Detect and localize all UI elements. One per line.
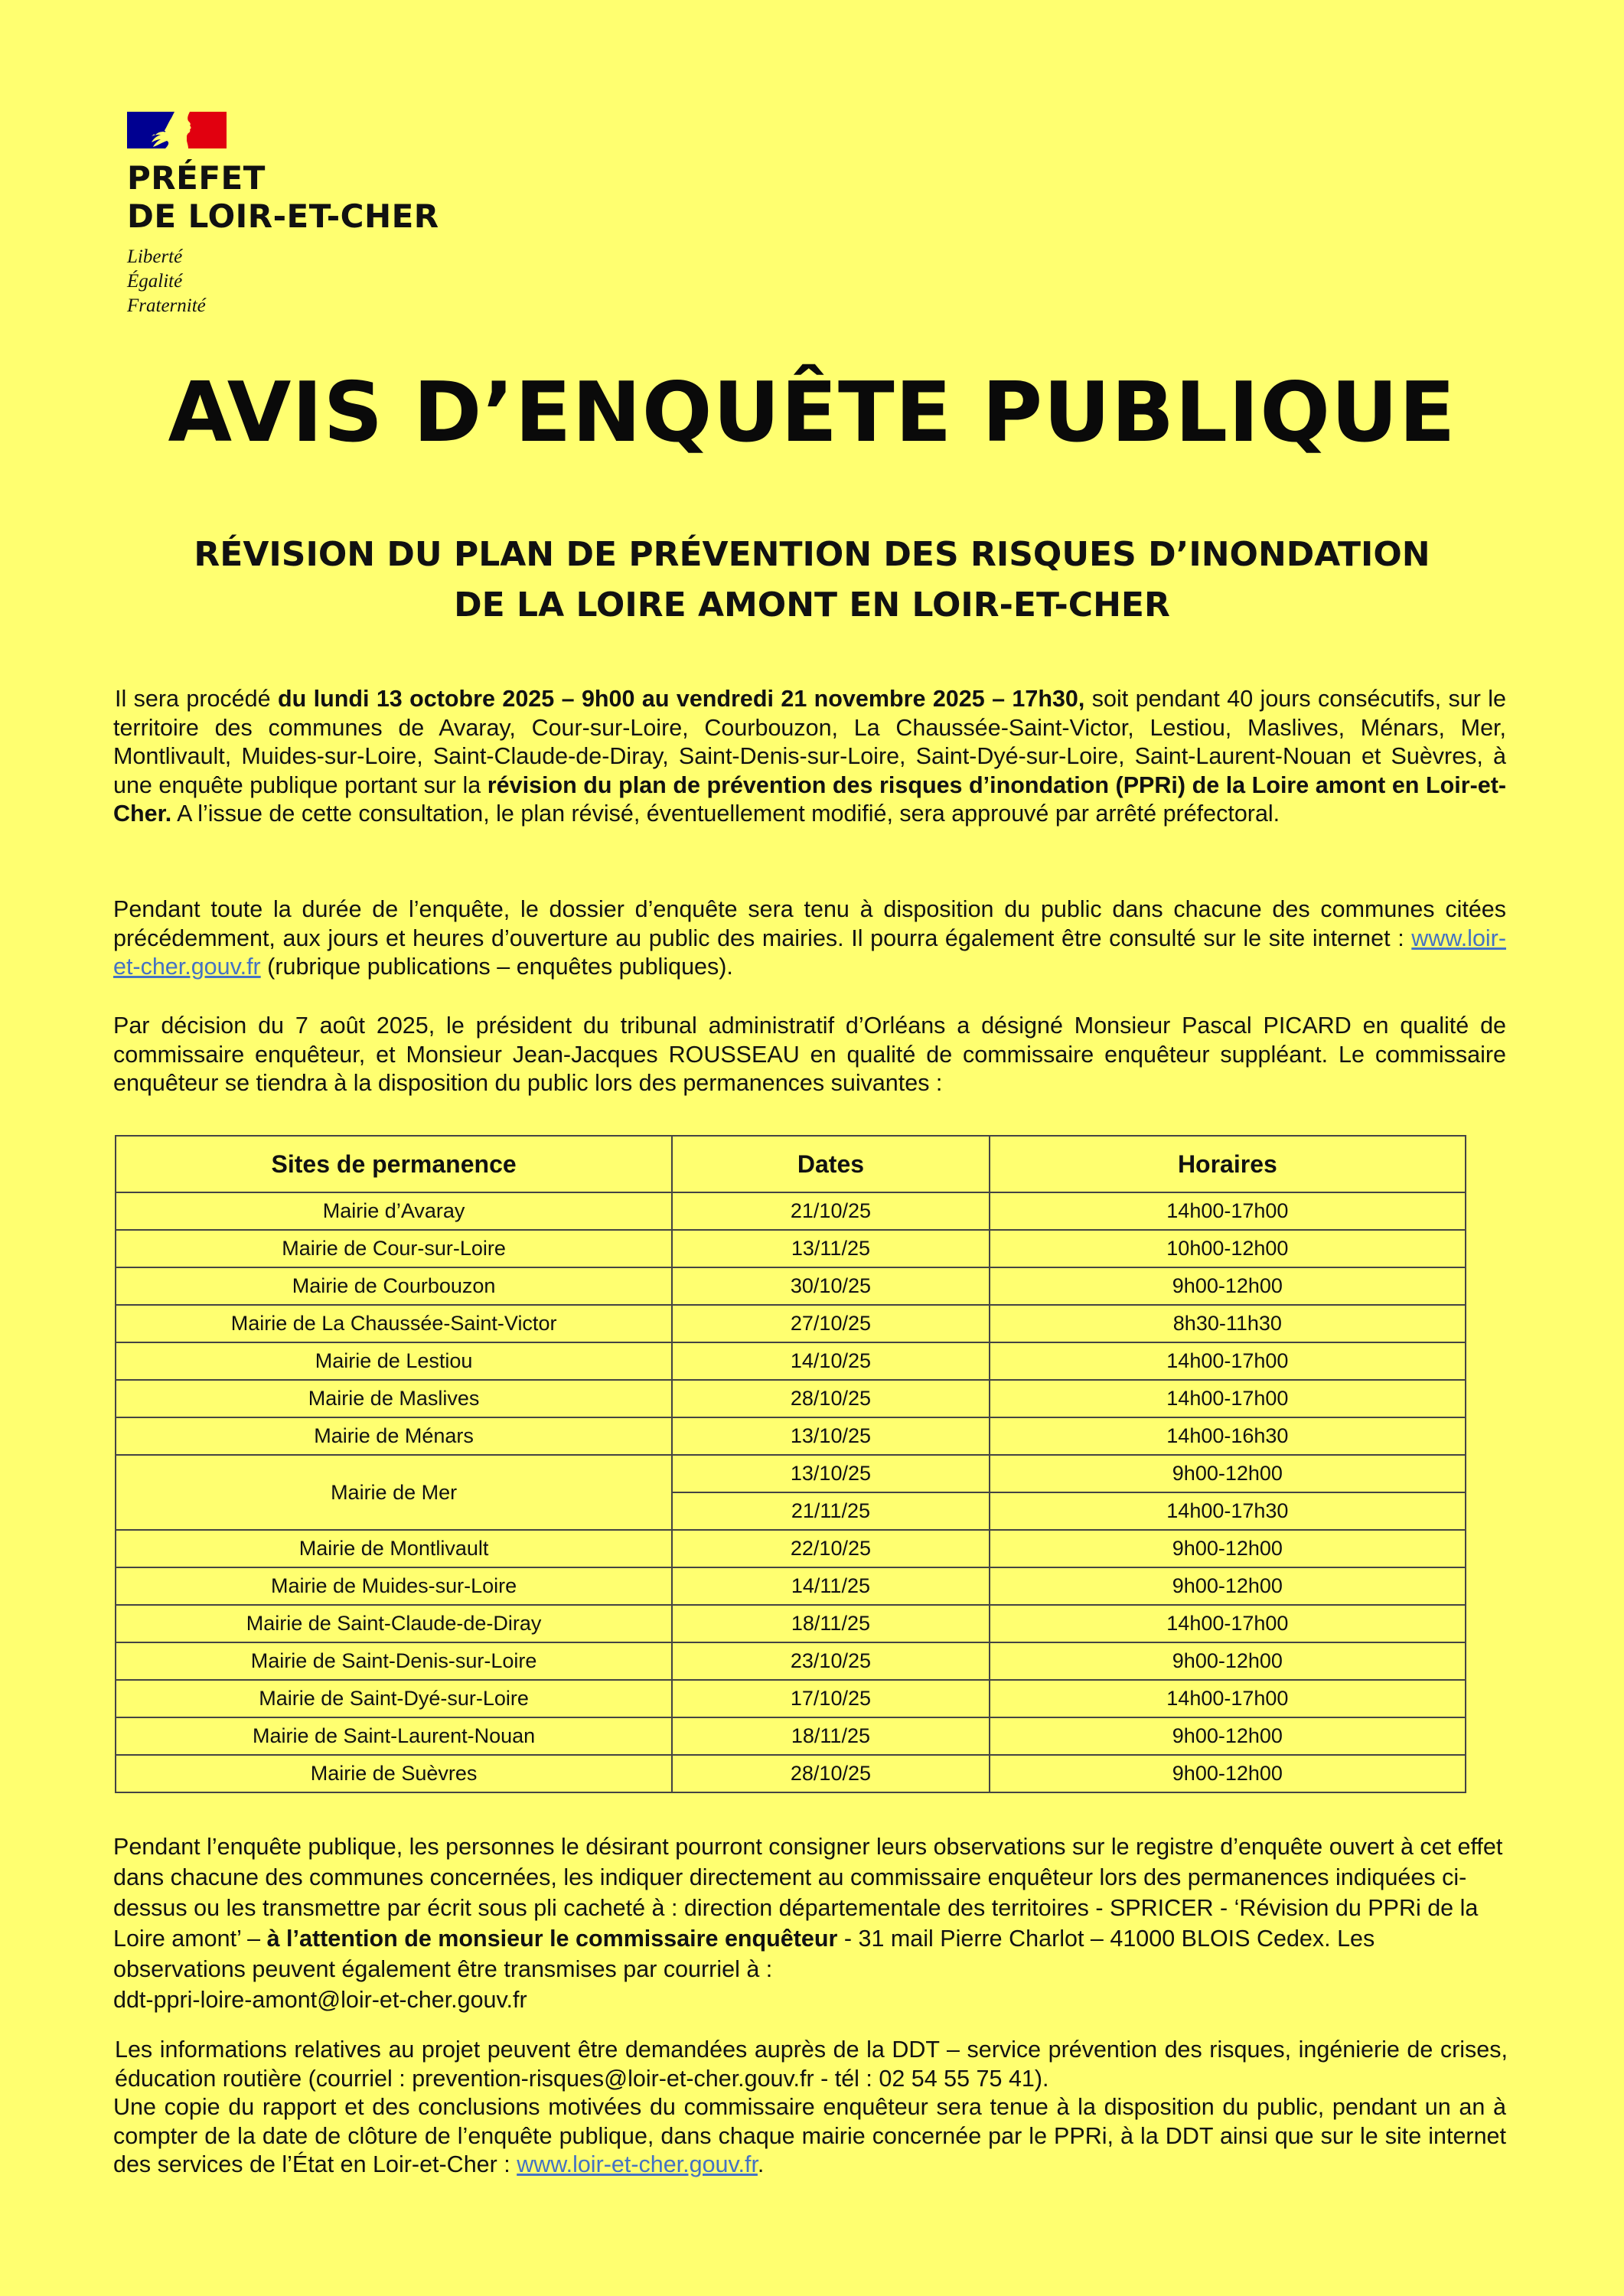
observations-email[interactable]: ddt-ppri-loire-amont@loir-et-cher.gouv.fr bbox=[113, 1987, 527, 2013]
date-cell: 22/10/25 bbox=[672, 1530, 990, 1567]
date-cell: 27/10/25 bbox=[672, 1305, 990, 1342]
hours-cell: 9h00-12h00 bbox=[990, 1530, 1466, 1567]
hours-cell: 14h00-17h00 bbox=[990, 1380, 1466, 1417]
hours-cell: 14h00-17h30 bbox=[990, 1492, 1466, 1530]
dossier-availability-paragraph: Pendant toute la durée de l’enquête, le dossier d’enquête sera tenu à disposition du public dans chacune des communes citées précédemment, aux jours et heures d’ouverture au public des mairies. Il pourra également être consulté sur le site internet : www.loir-et-cher.gouv.fr (rubrique publications – enquêtes publiques). bbox=[113, 896, 1506, 980]
hours-cell: 9h00-12h00 bbox=[990, 1267, 1466, 1305]
state-services-website-link[interactable]: www.loir-et-cher.gouv.fr bbox=[517, 2151, 758, 2177]
project-subject: révision du plan de prévention des risques d’inondation (PPRi) de la Loire amont en Loir-et-Cher. bbox=[113, 771, 1507, 827]
marianne-profile-icon bbox=[127, 112, 227, 148]
site-cell: Mairie de Saint-Dyé-sur-Loire bbox=[116, 1680, 672, 1717]
table-row bbox=[116, 1417, 1466, 1455]
prefecture-website-link[interactable]: www.loir-et-cher.gouv.fr bbox=[113, 925, 1506, 980]
hours-cell: 9h00-12h00 bbox=[990, 1717, 1466, 1755]
motto-egalite: Égalité bbox=[127, 271, 183, 292]
hours-cell: 14h00-16h30 bbox=[990, 1417, 1466, 1455]
inquiry-dates-paragraph: Il sera procédé du lundi 13 octobre 2025 – 9h00 au vendredi 21 novembre 2025 – 17h30, soit pendant 40 jours consécutifs, sur le territoire des communes de Avaray, Cour-sur-Loire, Courbouzon, La Chaussée-Saint-Victor, Lestiou, Maslives, Ménars, Mer, Montlivault, Muides-sur-Loire, Saint-Claude-de-Diray, Saint-Denis-sur-Loire, Saint-Dyé-sur-Loire, Saint-Laurent-Nouan et Suèvres, à une enquête publique portant sur la révision du plan de prévention des risques d’inondation (PPRi) de la Loire amont en Loir-et-Cher. A l’issue de cette consultation, le plan révisé, éventuellement modifié, sera approuvé par arrêté préfectoral. bbox=[113, 686, 1507, 827]
date-cell: 14/10/25 bbox=[672, 1342, 990, 1380]
date-cell: 13/10/25 bbox=[672, 1417, 990, 1455]
table-row bbox=[116, 1680, 1466, 1717]
date-cell: 21/11/25 bbox=[672, 1492, 990, 1530]
column-header-hours: Horaires bbox=[990, 1136, 1466, 1192]
table-header-row bbox=[116, 1136, 1466, 1192]
hours-cell: 10h00-12h00 bbox=[990, 1230, 1466, 1267]
inquiry-period: du lundi 13 octobre 2025 – 9h00 au vendredi 21 novembre 2025 – 17h30, bbox=[277, 686, 1085, 712]
site-cell: Mairie de Saint-Denis-sur-Loire bbox=[116, 1642, 672, 1680]
site-cell-merged: Mairie de Mer bbox=[116, 1455, 672, 1530]
date-cell: 30/10/25 bbox=[672, 1267, 990, 1305]
site-cell: Mairie de Maslives bbox=[116, 1380, 672, 1417]
table-row bbox=[116, 1342, 1466, 1380]
date-cell: 23/10/25 bbox=[672, 1642, 990, 1680]
date-cell: 18/11/25 bbox=[672, 1717, 990, 1755]
hours-cell: 9h00-12h00 bbox=[990, 1567, 1466, 1605]
date-cell: 18/11/25 bbox=[672, 1605, 990, 1642]
column-header-sites: Sites de permanence bbox=[116, 1136, 672, 1192]
table-row bbox=[116, 1605, 1466, 1642]
permanence-schedule-table bbox=[115, 1135, 1466, 1793]
date-cell: 14/11/25 bbox=[672, 1567, 990, 1605]
table-row bbox=[116, 1530, 1466, 1567]
hours-cell: 9h00-12h00 bbox=[990, 1642, 1466, 1680]
date-cell: 13/11/25 bbox=[672, 1230, 990, 1267]
site-cell: Mairie de Courbouzon bbox=[116, 1267, 672, 1305]
republic-motto bbox=[127, 245, 439, 318]
table-row bbox=[116, 1717, 1466, 1755]
commissioner-paragraph: Par décision du 7 août 2025, le président du tribunal administratif d’Orléans a désigné Monsieur Pascal PICARD en qualité de commissaire enquêteur, et Monsieur Jean-Jacques ROUSSEAU en qualité de commissaire enquêteur suppléant. Le commissaire enquêteur se tiendra à la disposition du public lors des permanences suivantes : bbox=[113, 1013, 1506, 1096]
table-row bbox=[116, 1192, 1466, 1230]
hours-cell: 8h30-11h30 bbox=[990, 1305, 1466, 1342]
hours-cell: 14h00-17h00 bbox=[990, 1605, 1466, 1642]
motto-liberte: Liberté bbox=[127, 246, 183, 267]
site-cell: Mairie de Lestiou bbox=[116, 1342, 672, 1380]
site-cell: Mairie d’Avaray bbox=[116, 1192, 672, 1230]
page-title: AVIS D’ENQUÊTE PUBLIQUE bbox=[168, 365, 1456, 461]
site-cell: Mairie de Montlivault bbox=[116, 1530, 672, 1567]
hours-cell: 14h00-17h00 bbox=[990, 1342, 1466, 1380]
site-cell: Mairie de Ménars bbox=[116, 1417, 672, 1455]
site-cell: Mairie de Saint-Laurent-Nouan bbox=[116, 1717, 672, 1755]
date-cell: 21/10/25 bbox=[672, 1192, 990, 1230]
table-row bbox=[116, 1267, 1466, 1305]
hours-cell: 14h00-17h00 bbox=[990, 1192, 1466, 1230]
commissioner-attention: à l’attention de monsieur le commissaire enquêteur bbox=[266, 1926, 838, 1952]
project-info-paragraph: Les informations relatives au projet peuvent être demandées auprès de la DDT – service prévention des risques, ingénierie de crises, éducation routière (courriel : prevention-risques@loir-et-cher.gouv.fr - tél : 02 54 55 75 41). bbox=[115, 2037, 1508, 2092]
table-row bbox=[116, 1642, 1466, 1680]
page-subtitle bbox=[0, 530, 1624, 631]
subtitle-line-1: RÉVISION DU PLAN DE PRÉVENTION DES RISQUES D’INONDATION bbox=[194, 535, 1430, 574]
prefet-line-2: DE LOIR-ET-CHER bbox=[127, 197, 439, 235]
date-cell: 28/10/25 bbox=[672, 1380, 990, 1417]
hours-cell: 9h00-12h00 bbox=[990, 1755, 1466, 1792]
observations-paragraph: Pendant l’enquête publique, les personnes le désirant pourront consigner leurs observations sur le registre d’enquête ouvert à cet effet dans chacune des communes concernées, les indiquer directement au commissaire enquêteur lors des permanences indiquées ci-dessus ou les transmettre par écrit sous pli cacheté à : direction départementale des territoires - SPRICER - ‘Révision du PPRi de la Loire amont’ – à l’attention de monsieur le commissaire enquêteur - 31 mail Pierre Charlot – 41000 BLOIS Cedex. Les observations peuvent également être transmises par courriel à : ddt-ppri-loire-amont@loir-et-cher.gouv.fr bbox=[113, 1834, 1503, 2013]
report-availability-paragraph: Une copie du rapport et des conclusions motivées du commissaire enquêteur sera tenue à la disposition du public, pendant un an à compter de la date de clôture de l’enquête publique, dans chaque mairie concernée par le PPRi, à la DDT ainsi que sur le site internet des services de l’État en Loir-et-Cher : www.loir-et-cher.gouv.fr. bbox=[113, 2094, 1506, 2177]
table-row bbox=[116, 1755, 1466, 1792]
motto-fraternite: Fraternité bbox=[127, 295, 206, 316]
prefet-line-1: PRÉFET bbox=[127, 159, 266, 197]
subtitle-line-2: DE LA LOIRE AMONT EN LOIR-ET-CHER bbox=[454, 585, 1170, 625]
hours-cell: 14h00-17h00 bbox=[990, 1680, 1466, 1717]
site-cell: Mairie de Saint-Claude-de-Diray bbox=[116, 1605, 672, 1642]
hours-cell: 9h00-12h00 bbox=[990, 1455, 1466, 1492]
table-row bbox=[116, 1567, 1466, 1605]
site-cell: Mairie de Muides-sur-Loire bbox=[116, 1567, 672, 1605]
date-cell: 28/10/25 bbox=[672, 1755, 990, 1792]
site-cell: Mairie de La Chaussée-Saint-Victor bbox=[116, 1305, 672, 1342]
prefecture-logo bbox=[127, 112, 439, 318]
date-cell: 17/10/25 bbox=[672, 1680, 990, 1717]
column-header-dates: Dates bbox=[672, 1136, 990, 1192]
table-row bbox=[116, 1305, 1466, 1342]
prefecture-name bbox=[127, 159, 439, 236]
date-cell: 13/10/25 bbox=[672, 1455, 990, 1492]
table-row bbox=[116, 1380, 1466, 1417]
site-cell: Mairie de Cour-sur-Loire bbox=[116, 1230, 672, 1267]
marianne-tricolor-icon bbox=[127, 112, 227, 148]
table-row bbox=[116, 1455, 1466, 1492]
table-row bbox=[116, 1230, 1466, 1267]
site-cell: Mairie de Suèvres bbox=[116, 1755, 672, 1792]
